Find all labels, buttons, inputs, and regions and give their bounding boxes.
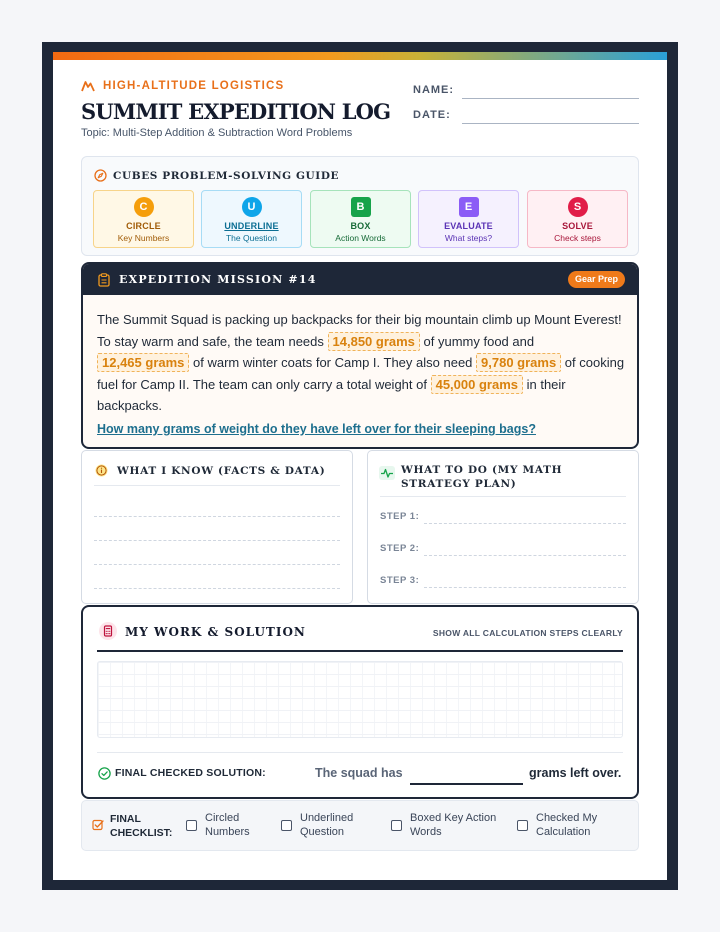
org-name: HIGH-ALTITUDE LOGISTICS [103, 80, 285, 92]
checkbox[interactable] [391, 820, 402, 831]
cube-sub: What steps? [444, 233, 493, 243]
cube-label: UNDERLINE [224, 221, 279, 231]
check-underlined-question[interactable] [281, 811, 353, 839]
work-solution-panel [81, 605, 639, 799]
todo-title: WHAT TO DO (MY MATH STRATEGY PLAN) [401, 464, 563, 490]
check-text [536, 811, 597, 839]
story-segment: The Summit Squad is packing up backpacks for their big mountain climb up Mount Everest! To stay warm and safe, the team needs [97, 312, 622, 349]
check-text [205, 811, 250, 839]
cube-underline [201, 190, 302, 248]
step-2-line[interactable] [424, 555, 626, 556]
checkbox[interactable] [281, 820, 292, 831]
cube-sub: Action Words [335, 233, 386, 243]
key-number-coats: 12,465 grams [97, 353, 189, 372]
cube-label: BOX [350, 221, 371, 231]
clipboard-icon [98, 273, 110, 287]
cube-label: EVALUATE [444, 221, 493, 231]
check-boxed-words[interactable] [391, 811, 496, 839]
what-i-know-panel [81, 450, 353, 604]
pulse-icon [379, 466, 395, 480]
check-text-line: Circled [205, 812, 240, 824]
todo-rule [380, 496, 626, 497]
step-2-label: STEP 2: [380, 543, 420, 554]
fact-line[interactable] [94, 588, 340, 589]
fact-line[interactable] [94, 516, 340, 517]
step-3-label: STEP 3: [380, 575, 420, 586]
topic-line: Topic: Multi-Step Addition & Subtraction Word Problems [81, 127, 353, 139]
final-solution-label: FINAL CHECKED SOLUTION: [115, 767, 266, 779]
cube-box [310, 190, 411, 248]
story-segment: of cooking fuel for Camp II. The team can only carry a total weight of [97, 355, 625, 392]
know-title: WHAT I KNOW (FACTS & DATA) [117, 465, 326, 477]
answer-blank[interactable] [410, 783, 523, 785]
checklist-label-line: FINAL [110, 813, 141, 825]
know-rule [94, 485, 340, 486]
check-circle-icon [98, 767, 111, 780]
mountain-icon [81, 80, 95, 92]
cube-label: SOLVE [562, 221, 593, 231]
answer-prefix: The squad has [315, 766, 403, 780]
mission-title: EXPEDITION MISSION #14 [119, 273, 317, 286]
checklist-label-line: CHECKLIST: [110, 827, 173, 839]
cube-letter-e: E [459, 197, 479, 217]
check-text-line: Boxed Key Action [410, 812, 497, 824]
final-checklist [81, 800, 639, 851]
cube-sub: Key Numbers [117, 233, 170, 243]
check-text [410, 811, 496, 839]
work-grid-area[interactable] [97, 661, 623, 738]
check-text-line: Calculation [536, 826, 591, 838]
cube-sub: The Question [225, 233, 278, 243]
cube-sub: Check steps [554, 233, 601, 243]
checkbox[interactable] [186, 820, 197, 831]
name-field[interactable] [462, 98, 639, 99]
compass-icon [94, 169, 107, 182]
answer-suffix: grams left over. [529, 766, 622, 780]
story-segment: of yummy food and [419, 333, 535, 349]
checkbox-check-icon [92, 819, 104, 831]
cube-letter-s: S [568, 197, 588, 217]
checkbox[interactable] [517, 820, 528, 831]
page-title: SUMMIT EXPEDITION LOG [81, 99, 391, 124]
cube-letter-c: C [134, 197, 154, 217]
org-header [81, 80, 284, 92]
date-field[interactable] [462, 123, 639, 124]
guide-title: CUBES PROBLEM-SOLVING GUIDE [113, 169, 340, 182]
cube-evaluate [418, 190, 519, 248]
name-label: NAME: [413, 84, 455, 96]
work-instruction: SHOW ALL CALCULATION STEPS CLEARLY [432, 628, 623, 638]
worksheet [53, 52, 667, 880]
fact-line[interactable] [94, 564, 340, 565]
story-segment: in their backpacks. [97, 376, 566, 413]
work-title: MY WORK & SOLUTION [125, 625, 306, 639]
fact-line[interactable] [94, 540, 340, 541]
mission-card [81, 262, 639, 449]
mission-question: How many grams of weight do they have left over for their sleeping bags? [97, 422, 536, 436]
check-text-line: Question [300, 826, 345, 838]
step-3-line[interactable] [424, 587, 626, 588]
check-text-line: Underlined [300, 812, 354, 824]
cube-solve [527, 190, 628, 248]
checklist-label [110, 812, 172, 840]
info-icon [95, 464, 108, 477]
check-circled-numbers[interactable] [186, 811, 250, 839]
key-number-total: 45,000 grams [431, 375, 523, 394]
cube-circle [93, 190, 194, 248]
cube-letter-u: U [242, 197, 262, 217]
cube-letter-b: B [351, 197, 371, 217]
cube-label: CIRCLE [126, 221, 161, 231]
gear-prep-badge: Gear Prep [568, 271, 625, 288]
cubes-guide [81, 156, 639, 256]
key-number-fuel: 9,780 grams [476, 353, 561, 372]
check-text [300, 811, 353, 839]
check-text-line: Checked My [536, 812, 598, 824]
check-text-line: Words [410, 826, 442, 838]
story-text [97, 309, 627, 417]
date-label: DATE: [413, 109, 451, 121]
check-text-line: Numbers [205, 826, 250, 838]
key-number-food: 14,850 grams [328, 332, 420, 351]
check-calculation[interactable] [517, 811, 597, 839]
step-1-line[interactable] [424, 523, 626, 524]
mission-header [83, 264, 637, 295]
story-segment: of warm winter coats for Camp I. They also need [189, 355, 477, 370]
step-1-label: STEP 1: [380, 511, 420, 522]
work-divider [97, 650, 623, 652]
work-separator [97, 752, 623, 753]
gradient-top-bar [53, 52, 667, 60]
calculator-icon [99, 622, 117, 640]
what-to-do-panel [367, 450, 639, 604]
